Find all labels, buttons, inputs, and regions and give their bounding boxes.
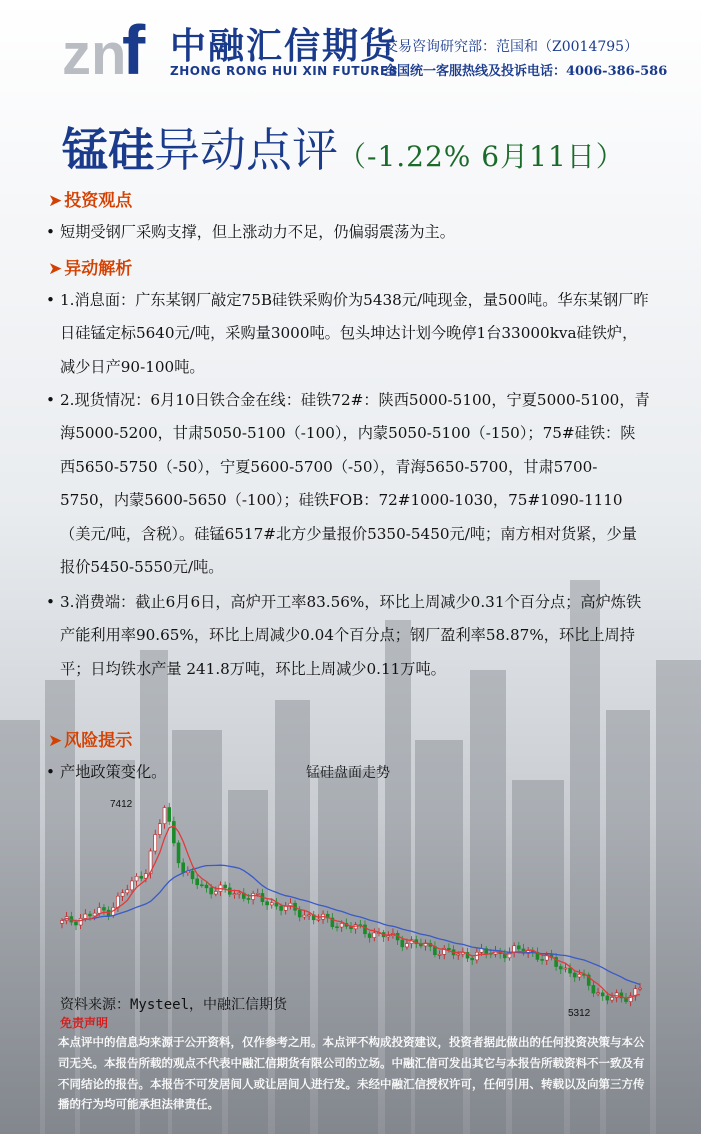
candle-body [559, 967, 562, 969]
disclaimer-text: 本点评中的信息均来源于公开资料，仅作参考之用。本点评不构成投资建议，投资者据此做出的任何投资决策与本公司无关。本报告所载的观点不代表中融汇信期货有限公司的立场。中融汇信可发出其它与本报告所载资料不一致及有不同结论的报告。本报告不可发居间人或让居间人进行发。未经中融汇信授权许可，任何引用、转载以及向第三方传播的行为均可能承担法律责任。 [58, 1035, 645, 1112]
arrow-icon: ➤ [48, 731, 63, 751]
candle-body [84, 914, 87, 918]
candle-body [224, 885, 227, 888]
candle-body [88, 914, 91, 916]
candle-body [601, 993, 604, 996]
view-paragraph: • 短期受钢厂采购支撑，但上涨动力不足，仍偏弱震荡为主。 [46, 216, 650, 249]
arrow-icon: ➤ [48, 259, 63, 279]
candle-body [336, 927, 339, 928]
disclaimer-heading: 免责声明 [60, 1016, 109, 1030]
candle-body [592, 985, 595, 993]
bullet-icon: • [46, 763, 55, 781]
candle-body [135, 876, 138, 881]
candle-body [438, 954, 441, 955]
candle-body [368, 934, 371, 938]
company-logo-mark [62, 12, 162, 82]
candle-body [517, 946, 520, 949]
bullet-icon: • [46, 223, 55, 241]
company-name-cn: 中融汇信期货 [170, 26, 399, 67]
candle-body [247, 898, 250, 899]
candle-body [205, 885, 208, 888]
high-price-label: 7412 [110, 799, 133, 810]
candle-body [140, 876, 143, 878]
candle-body [116, 896, 119, 907]
title-product: 锰硅 [62, 123, 154, 177]
candle-body [93, 913, 96, 916]
candle-body [256, 893, 259, 894]
section-heading-risk: ➤ 风险提示 [48, 731, 133, 751]
candle-body [363, 925, 366, 934]
candle-body [252, 893, 255, 899]
candle-body [606, 996, 609, 1000]
candle-body [284, 906, 287, 910]
candle-body [308, 915, 311, 916]
hotline-contact: 全国统一客服热线及投诉电话：4006-386-586 [384, 64, 668, 79]
candle-body [457, 954, 460, 955]
bullet-icon: • [46, 593, 55, 611]
arrow-icon: ➤ [48, 191, 63, 211]
candle-body [214, 891, 217, 894]
candle-body [168, 808, 171, 822]
bullet-icon: • [46, 291, 55, 309]
candle-body [163, 808, 166, 824]
candle-body [200, 885, 203, 886]
candle-body [130, 881, 133, 890]
candle-body [405, 944, 408, 947]
candle-body [541, 959, 544, 960]
risk-paragraph: • 产地政策变化。 [46, 756, 266, 789]
section-heading-view: ➤ 投资观点 [48, 191, 133, 211]
candle-body [387, 936, 390, 937]
bullet-icon: • [46, 391, 55, 409]
company-name-en: ZHONG RONG HUI XIN FUTURES [170, 64, 398, 78]
candle-body [597, 993, 600, 994]
candle-body [373, 933, 376, 938]
analysis-item: • 2.现货情况：6月10日铁合金在线：硅铁72#：陕西5000-5100，宁夏5000-5100，青海5000-5200，甘肃5050-5100（-100），内蒙5050-5100（-150）；75#硅铁：陕西5650-5750（-50），宁夏5600-5700（-50），青海5650-5700，甘肃5700-5750，内蒙5600-5650（-100）；硅铁FOB：72#1000-1030，75#1090-1110（美元/吨，含税）。硅锰6517#北方少量报价5350-5450元/吨；南方相对货紧，少量报价5450-5550元/吨。 [46, 384, 650, 584]
candle-body [639, 988, 642, 989]
candle-body [573, 973, 576, 977]
candle-body [196, 879, 199, 885]
svg-text:zn: zn [62, 22, 127, 82]
candle-body [611, 997, 614, 1000]
analyst-contact: 交易咨询研究部：范国和（Z0014795） [384, 39, 639, 55]
candle-body [298, 910, 301, 917]
candle-body [126, 890, 129, 893]
candle-body [121, 893, 124, 896]
candle-body [303, 915, 306, 917]
candle-body [61, 921, 64, 924]
candlestick-chart [58, 790, 648, 1020]
analysis-item: • 3.消费端：截止6月6日，高炉开工率83.56%，环比上周减少0.31个百分点；高炉炼铁产能利用率90.65%，环比上周减少0.04个百分点；钢厂盈利率58.87%，环比上周持平；日均铁水产量 241.8万吨，环比上周减少0.11万吨。 [46, 586, 650, 686]
low-price-label: 5312 [568, 1008, 591, 1019]
candle-body [172, 821, 175, 842]
candle-body [79, 918, 82, 925]
report-title [62, 114, 625, 180]
ma-fast-line [62, 826, 640, 998]
candle-body [238, 893, 241, 894]
candle-body [98, 908, 101, 914]
candle-body [266, 902, 269, 905]
candle-body [317, 919, 320, 920]
candle-body [401, 940, 404, 947]
candle-body [233, 894, 236, 895]
report-header [0, 0, 701, 100]
candle-body [177, 843, 180, 863]
candle-body [102, 908, 105, 911]
candle-body [447, 948, 450, 949]
candle-body [569, 968, 572, 973]
analysis-item: • 1.消息面：广东某钢厂敲定75B硅铁采购价为5438元/吨现金，量500吨。华东某钢厂昨日硅锰定标5640元/吨，采购量3000吨。包头坤达计划今晚停1台33000kva硅铁炉，减少日产90-100吨。 [46, 284, 650, 384]
title-subject: 异动点评 [154, 123, 338, 177]
candle-body [471, 958, 474, 960]
candle-body [340, 923, 343, 927]
candle-body [615, 993, 618, 998]
candle-body [564, 968, 567, 969]
candle-body [191, 871, 194, 879]
candle-body [182, 863, 185, 873]
candle-body [74, 922, 77, 925]
chart-title: 锰硅盘面走势 [306, 765, 390, 781]
section-heading-analysis: ➤ 异动解析 [48, 259, 133, 279]
candle-body [270, 903, 273, 905]
candle-body [210, 888, 213, 894]
candle-body [578, 974, 581, 977]
data-source: 资料来源：Mysteel，中融汇信期货 [60, 997, 288, 1013]
candles-group [61, 803, 642, 1006]
title-change-date: （-1.22% 6月11日） [338, 140, 625, 173]
candle-body [280, 906, 283, 910]
svg-text:f: f [122, 12, 146, 82]
candle-body [158, 824, 161, 835]
candle-body [154, 835, 157, 852]
